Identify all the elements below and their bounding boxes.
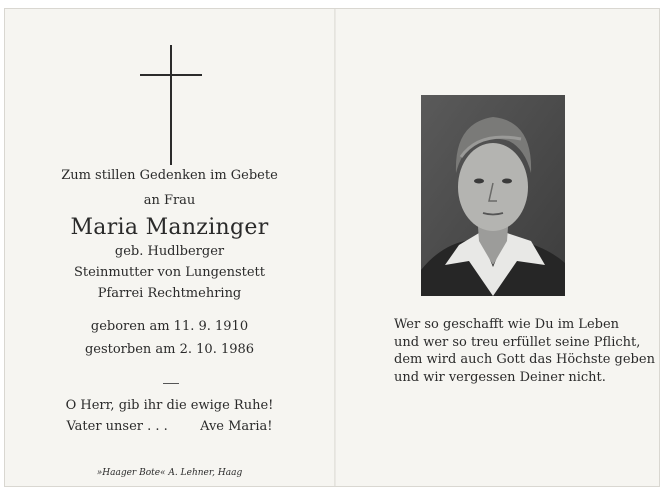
cross-icon	[140, 45, 202, 165]
memorial-heading: Zum stillen Gedenken im Gebete	[61, 168, 278, 183]
left-page	[5, 9, 334, 486]
maiden-name: geb. Hudlberger	[114, 244, 225, 259]
poem-line: und wir vergessen Deiner nicht.	[394, 369, 606, 385]
printer-imprint: »Haager Bote« A. Lehner, Haag	[96, 468, 243, 478]
memorial-poem	[394, 316, 655, 386]
salutation: an Frau	[143, 193, 196, 208]
hail-mary: Ave Maria!	[200, 419, 273, 434]
birth-date: geboren am 11. 9. 1910	[90, 319, 249, 334]
poem-line: Wer so geschafft wie Du im Leben	[394, 317, 620, 332]
poem-line: und wer so treu erfüllet seine Pflicht,	[394, 334, 641, 350]
occupation: Steinmutter von Lungenstett	[73, 265, 266, 280]
memorial-card	[4, 8, 660, 487]
portrait-photo	[421, 95, 565, 296]
parish: Pfarrei Rechtmehring	[97, 286, 242, 301]
death-date: gestorben am 2. 10. 1986	[84, 342, 255, 357]
our-father: Vater unser . . .	[66, 419, 168, 434]
deceased-name: Maria Manzinger	[70, 215, 269, 240]
prayer-closing	[5, 419, 334, 435]
right-page	[336, 9, 661, 486]
divider	[163, 383, 179, 384]
prayer-line: O Herr, gib ihr die ewige Ruhe!	[65, 398, 274, 413]
poem-line: dem wird auch Gott das Höchste geben	[394, 352, 655, 367]
